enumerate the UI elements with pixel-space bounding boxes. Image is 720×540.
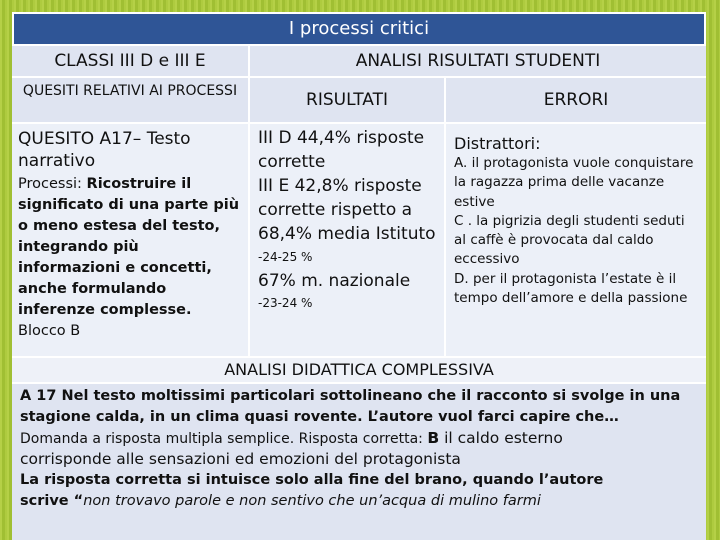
didattica-line [20, 428, 698, 449]
quesito-processi [12, 172, 248, 342]
header-classi: CLASSI III D e III E [12, 46, 248, 76]
citazione: non trovavo parole e non sentivo che un’acqua di mulino farmi [83, 493, 541, 509]
scrive-label: scrive “ [20, 493, 84, 509]
didattica-line: A 17 Nel testo moltissimi particolari sottolineano che il racconto si svolge in una [20, 388, 681, 404]
didattica-line: La risposta corretta si intuisce solo alla fine del brano, quando l’autore [20, 472, 604, 488]
didattica-line: stagione calda, in un clima quasi rovente. L’autore vuol farci capire che… [20, 409, 619, 425]
risposta-detail: il caldo esterno [439, 429, 563, 447]
quesito-title: QUESITO A17– Testo narrativo [18, 129, 191, 171]
distrattore-d: D. per il protagonista l’estate è il tempo dell’amore e della passione [454, 270, 688, 307]
risposta-text: Domanda a risposta multipla semplice. Risposta corretta: [20, 431, 428, 447]
risultati-diff-nazionale: -23-24 % [258, 296, 313, 310]
didattica-line: corrisponde alle sensazioni ed emozioni del protagonista [20, 450, 461, 468]
header-analisi: ANALISI RISULTATI STUDENTI [250, 46, 706, 76]
didattica-body [12, 384, 706, 540]
distrattore-a: A. il protagonista vuole conquistare la ragazza prima delle vacanze estive [454, 155, 694, 210]
quesito-cell [12, 124, 248, 356]
header-risultati: RISULTATI [250, 78, 444, 122]
analysis-table [12, 46, 706, 540]
risposta-letter: B [427, 429, 440, 447]
didattica-line [20, 491, 698, 512]
errori-title: Distrattori: [454, 134, 541, 153]
risultati-cell [250, 124, 444, 356]
header-quesiti: QUESITI RELATIVI AI PROCESSI [12, 78, 248, 122]
risultati-3d: III D 44,4% risposte corrette [258, 128, 425, 172]
risultati-diff-istituto: -24-25 % [258, 250, 313, 264]
distrattore-c: C . la pigrizia degli studenti seduti al caffè è provocata dal caldo eccessivo [454, 212, 685, 268]
risultati-3e: III E 42,8% risposte corrette rispetto a 68,4% media Istituto [258, 176, 436, 244]
processi-text: Ricostruire il significato di una parte più o meno estesa del testo, integrando più informazioni e concetti, anche formulando inferenze complesse. [18, 176, 240, 318]
processi-label: Processi: [18, 176, 87, 192]
blocco-label: Blocco B [18, 323, 81, 339]
header-errori: ERRORI [446, 78, 706, 122]
errori-cell [446, 124, 706, 356]
page-title: I processi critici [288, 18, 430, 39]
title-bar [12, 12, 706, 46]
risultati-nazionale: 67% m. nazionale [258, 271, 411, 291]
didattica-heading: ANALISI DIDATTICA COMPLESSIVA [12, 358, 706, 382]
